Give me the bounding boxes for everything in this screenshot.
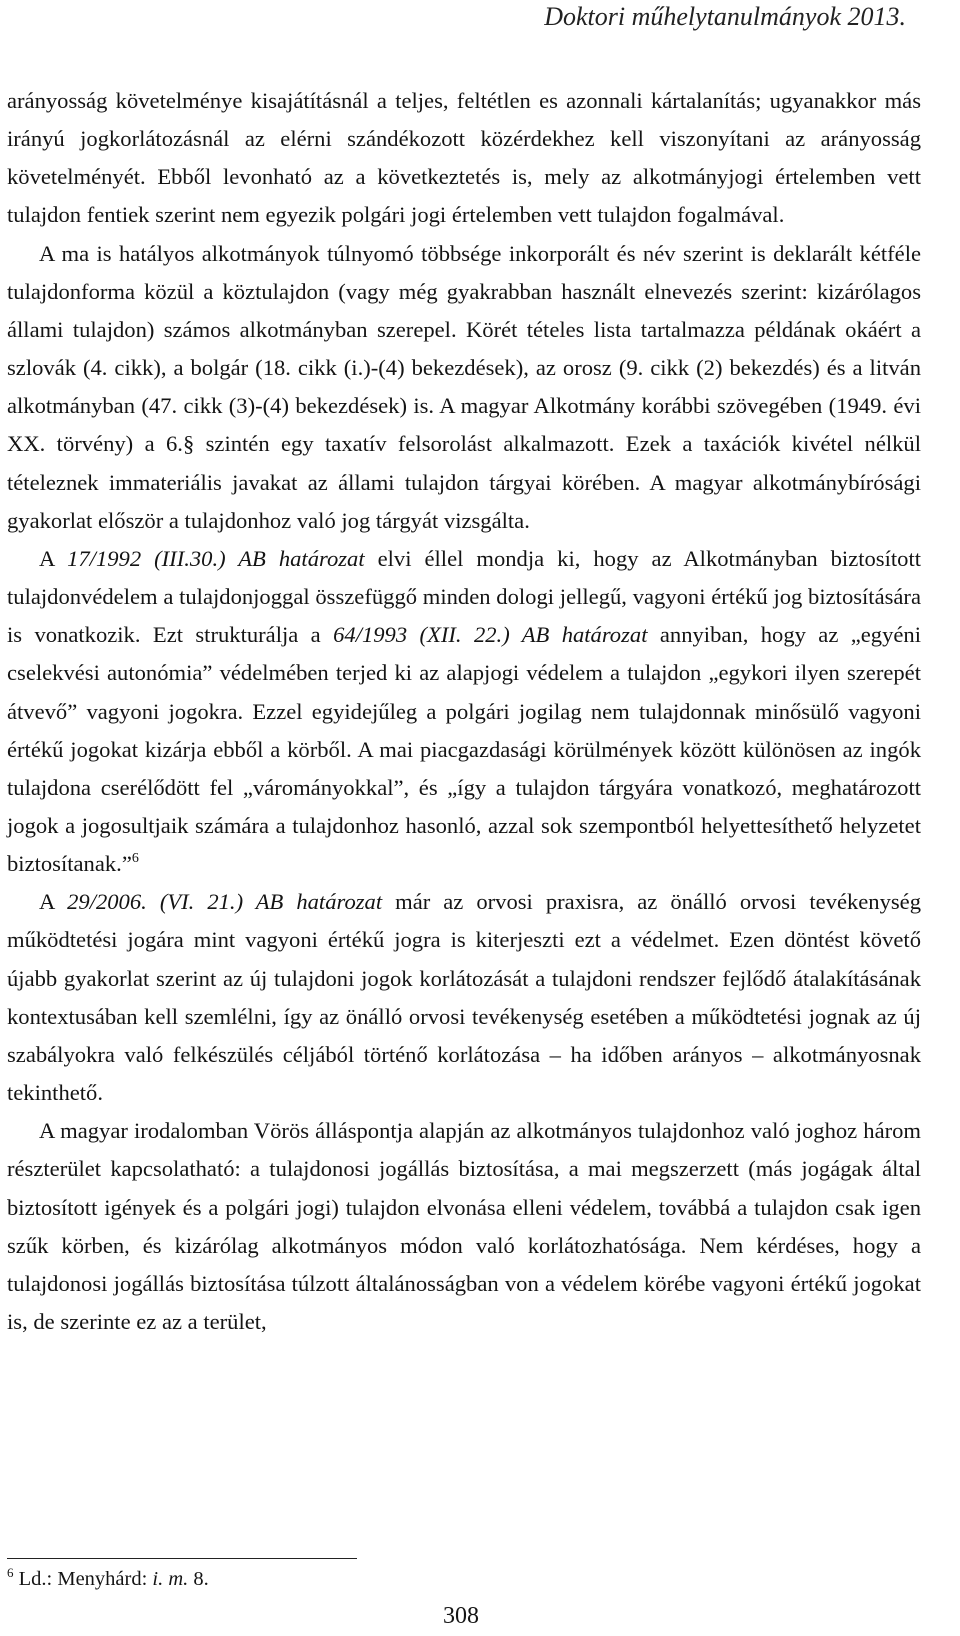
footnote <box>7 1565 209 1591</box>
text-run: elvi éllel mondja ki, hogy az Alkotmányban biztosított tulajdonvédelem a tulajdonjoggal összefüggő minden dologi jellegű, vagyoni értékű jog biztosítására is vonatkozik. Ezt strukturálja a <box>7 545 922 648</box>
italic-citation: i. m. <box>152 1568 189 1590</box>
text-run: A ma is hatályos alkotmányok túlnyomó többsége inkorporált és név szerint is deklarált kétféle tulajdonforma közül a köztulajdon (vagy még gyakrabban használt elnevezés szerint: kizárólagos állami tulajdon) számos alkotmányban szerepel. Körét tételes lista tartalmazza példának okáért a szlovák (4. cikk), a bolgár (18. cikk (i.)-(4) bekezdések), az orosz (9. cikk (2) bekezdés) és a litván alkotmányban (47. cikk (3)-(4) bekezdések) is. A magyar Alkotmány korábbi szövegében (1949. évi XX. törvény) a 6.§ szintén egy taxatív felsorolást alkalmazott. Ezek a taxációk kivétel nélkül tételeznek immateriális javakat az állami tulajdon tárgyai körében. A magyar alkotmánybírósági gyakorlat először a tulajdonhoz való jog tárgyát vizsgálta. <box>7 240 921 533</box>
running-header: Doktori műhelytanulmányok 2013. <box>544 2 906 31</box>
paragraph <box>7 82 921 235</box>
paragraph <box>7 1112 921 1341</box>
text-run: arányosság követelménye kisajátításnál a teljes, feltétlen es azonnali kártalanítás; ugyanakkor más irányú jogkorlátozásnál az elérni szándékozott közérdekhez kell viszonyítani az arányosság követelményét. Ebből levonható az a következtetés is, mely az alkotmányjogi értelemben vett tulajdon fentiek szerint nem egyezik polgári jogi értelemben vett tulajdon fogalmával. <box>7 88 921 228</box>
paragraph <box>7 883 921 1112</box>
footnote-reference: 6 <box>131 851 139 867</box>
text-run: annyiban, hogy az „egyéni cselekvési autonómia” védelmében terjed ki az alapjogi védelem a tulajdon „egykori ilyen szerepét átvevő” vagyoni jogokra. Ezzel egyidejűleg a polgári jogilag nem tulajdonnak minősülő vagyoni értékű jogokat kizárja ebből a körből. A mai piacgazdasági körülmények között különösen az ingók tulajdona cserélődött fel „várományokkal”, és „így a tulajdon tárgyára vonatkozó, meghatározott jogok a jogosultjaik számára a tulajdonhoz hasonló, azzal sok szempontból helyettesíthető helyzetet biztosítanak.” <box>7 622 922 877</box>
footnote-text <box>19 1568 209 1590</box>
footnote-separator <box>7 1558 357 1559</box>
page-number: 308 <box>443 1603 479 1629</box>
body-text <box>7 82 921 1341</box>
text-run: A magyar irodalomban Vörös álláspontja alapján az alkotmányos tulajdonhoz való joghoz három részterület kapcsolatható: a tulajdonosi jogállás biztosítása, a mai megszerzett (más jogágak által biztosított igények és a polgári jogi) tulajdon elvonása elleni védelem, továbbá a tulajdon csak igen szűk körben, és kizárólag alkotmányos módon való korlátozhatósága. Nem kérdéses, hogy a tulajdonosi jogállás biztosítása túlzott általánosságban von a védelem körébe vagyoni értékű jogokat is, de szerinte ez az a terület, <box>7 1118 921 1334</box>
italic-citation: 29/2006. (VI. 21.) AB határozat <box>67 889 383 915</box>
italic-citation: 64/1993 (XII. 22.) AB határozat <box>333 622 648 648</box>
text-run: 8. <box>188 1568 209 1590</box>
text-run: A <box>39 545 68 571</box>
paragraph <box>7 235 921 540</box>
italic-citation: 17/1992 (III.30.) AB határozat <box>67 545 365 571</box>
text-run: Ld.: Menyhárd: <box>18 1568 153 1590</box>
footnote-number: 6 <box>7 1565 14 1580</box>
text-run: A <box>39 889 68 915</box>
text-run: már az orvosi praxisra, az önálló orvosi tevékenység működtetési jogára mint vagyoni értékű jogra is kiterjeszti ezt a védelmet. Ezen döntést követő újabb gyakorlat szerint az új tulajdoni jogok korlátozását a tulajdoni rendszer fejlődő átalakításának kontextusában kell szemlélni, így az önálló orvosi tevékenység esetében a működtetési jognak az új szabályokra való felkészülés céljából történő korlátozása – ha időben arányos – alkotmányosnak tekinthető. <box>7 889 922 1106</box>
paragraph <box>7 540 921 883</box>
